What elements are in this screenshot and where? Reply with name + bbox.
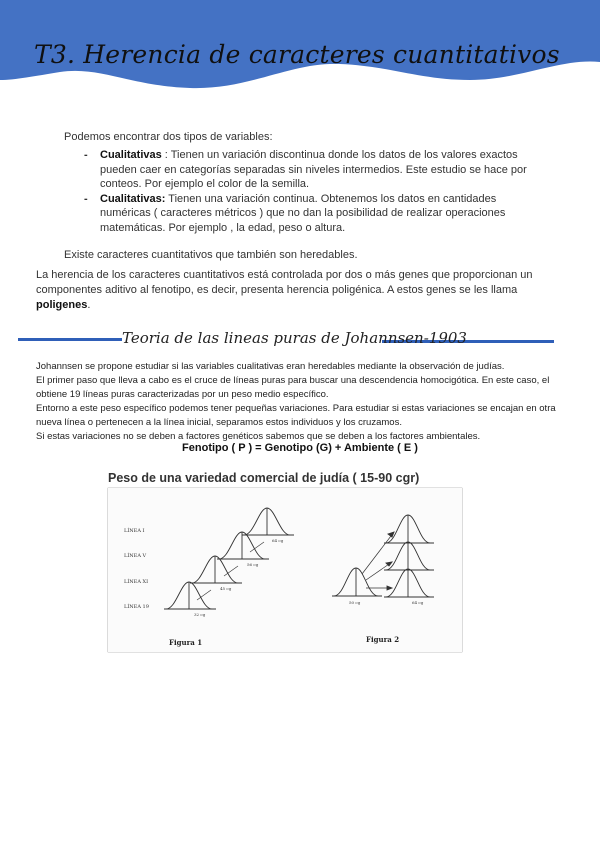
bean-weight-figure [104, 470, 464, 655]
polygenes-term: poligenes [36, 299, 88, 311]
section-divider-left [18, 338, 122, 341]
page-title: T3. Herencia de caracteres cuantitativos [34, 40, 560, 69]
section-title: Teoria de las lineas puras de Johannsen-1903 [122, 329, 467, 347]
bullet-term: Cualitativas: [100, 192, 166, 205]
paragraph: Johannsen se propone estudiar si las variables cualitativas eran heredables mediante la observación de judías. [36, 361, 505, 372]
intro-lead: Podemos encontrar dos tipos de variables: [64, 131, 273, 143]
figure-image [104, 470, 464, 655]
value-label: 64 cg [272, 538, 284, 543]
bullet-text: : Tienen un variación discontinua donde los datos de los valores exactos pueden caer en categorías separadas sin niveles intermedios. Este estudio se hace por conteos. Por ejemplo el color de la semilla. [100, 149, 527, 190]
value-label: 45 cg [220, 586, 232, 591]
list-item [84, 192, 534, 236]
formula: Fenotipo ( P ) = Genotipo (G) + Ambiente ( E ) [182, 442, 418, 454]
figure-caption: Figura 1 [169, 638, 203, 647]
list-item [84, 148, 534, 192]
line-label: LÍNEA V [124, 553, 147, 559]
heritable-note: Existe caracteres cuantitativos que también son heredables. [64, 249, 358, 261]
value-label: 64 cg [412, 600, 424, 605]
polygenic-paragraph [36, 268, 566, 313]
polygenic-text: La herencia de los caracteres cuantitativos está controlada por dos o más genes que proporcionan un componentes aditivo al fenotipo, es decir, presenta herencia poligénica. A estos genes se les llama [36, 269, 533, 296]
header-band [0, 0, 600, 100]
line-label: LÍNEA 19 [124, 604, 149, 610]
line-label: LÍNEA I [124, 528, 145, 534]
variable-types-list [84, 148, 534, 235]
bullet-dash: - [84, 192, 88, 205]
value-label: 50 cg [349, 600, 361, 605]
bullet-term: Cualitativas [100, 149, 162, 161]
johannsen-text [36, 360, 571, 444]
figure-caption: Figura 2 [366, 635, 400, 644]
bullet-text: Tienen una variación continua. Obtenemos los datos en cantidades numéricas ( caracteres métricos ) que no dan la posibilidad de realizar operaciones matemáticas. Por ejemplo , la edad, peso o altura. [100, 192, 506, 234]
paragraph: Si estas variaciones no se deben a factores genéticos sabemos que se deben a los factores ambientales. [36, 431, 481, 442]
value-label: 32 cg [194, 612, 206, 617]
polygenic-end: . [87, 299, 91, 311]
paragraph: El primer paso que lleva a cabo es el cruce de líneas puras para buscar una descendencia homocigótica. En este caso, el obtiene 19 líneas puras caracterizadas por un peso medio específico. [36, 375, 550, 400]
line-label: LÍNEA XI [124, 579, 149, 585]
bullet-dash: - [84, 149, 88, 161]
paragraph: Entorno a este peso específico podemos tener pequeñas variaciones. Para estudiar si estas variaciones se encajan en otra nueva línea o pertenecen a la línea inicial, separamos estos individuos y los cruzamos. [36, 403, 556, 428]
value-label: 56 cg [247, 562, 259, 567]
figure-title: Peso de una variedad comercial de judía ( 15-90 cgr) [108, 471, 420, 485]
